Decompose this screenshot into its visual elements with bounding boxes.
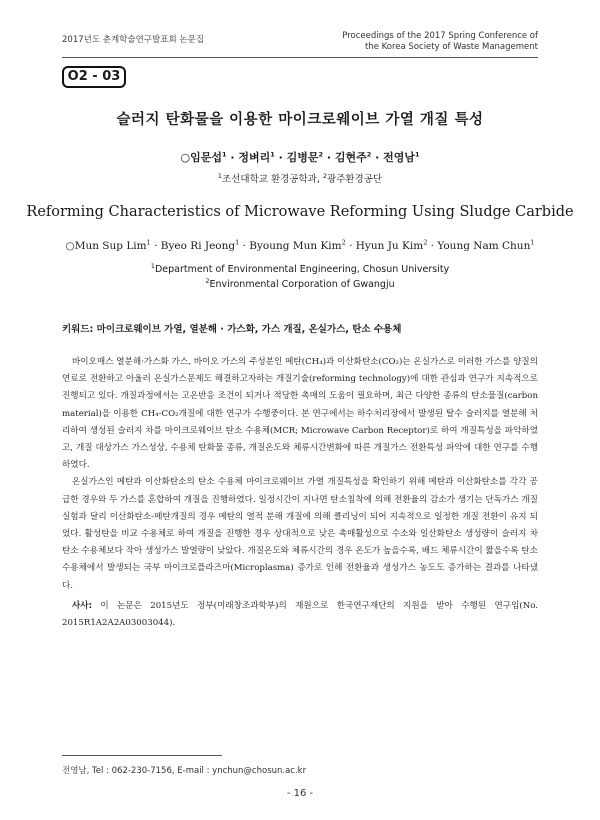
affil-ko-sup1: 1 bbox=[217, 171, 223, 180]
ko-author-name: 임문섭 bbox=[190, 151, 222, 164]
abstract-paragraph-1: 바이오매스 열분해·가스화 가스, 바이오 가스의 주성분인 메탄(CH₄)과 이산화탄소(CO₂)는 온실가스로 이러한 가스를 양질의 연료로 전환하고 아울러 온실가스문제도 해결하고자하는 개질기술(reforming technology)에 대한 관심과 연구가 지속적으로 진행되고 있다. 개질과정에서는 고온반응 조건이 되거나 적당한 촉매의 도움이 필요하며, 최근 다양한 종류의 탄소물질(carbon material)을 이용한 CH₄-CO₂개질에 대한 연구가 수행중이다. 본 연구에서는 하수처리장에서 발생된 탈수 슬러지를 열분해 처리하여 생성된 슬러지 차를 마이크로웨이브 탄소 수용체(MCR; Microwave Carbon Receptor)로 하여 개질특성을 파악하였고, 개질 대상가스 가스성상, 수용체 탄화물 종류, 개질온도와 체류시간변화에 따른 개질가스 전환특성 파악에 대한 연구를 수행하였다. bbox=[62, 357, 538, 471]
affil-ko-sup2: 2 bbox=[322, 171, 328, 180]
affiliation-english-1 bbox=[0, 261, 600, 275]
ko-author-separator: · bbox=[274, 151, 287, 164]
running-header-left: 2017년도 춘계학술연구발표회 논문집 bbox=[62, 35, 204, 45]
en-author-name: Mun Sup Lim bbox=[74, 240, 147, 252]
keywords: 키워드: 마이크로웨이브 가열, 열분해 · 가스화, 가스 개질, 온실가스, 탄소 수용체 bbox=[62, 324, 402, 335]
en-author-name: Hyun Ju Kim bbox=[355, 240, 424, 252]
corresponding-author-footnote: 전영남, Tel : 062-230-7156, E-mail : ynchun@chosun.ac.kr bbox=[62, 766, 307, 776]
ko-author-affil-sup: 1 bbox=[415, 150, 420, 159]
en-author-name: Young Nam Chun bbox=[437, 240, 531, 252]
title-english: Reforming Characteristics of Microwave Reforming Using Sludge Carbide bbox=[26, 204, 574, 220]
en-author-name: Byoung Mun Kim bbox=[249, 240, 342, 252]
acknowledgement-label: 사사: bbox=[72, 601, 93, 611]
en-author-affil-sup: 2 bbox=[341, 238, 346, 247]
page-number: - 16 - bbox=[286, 788, 314, 799]
en-author-separator: · bbox=[427, 240, 438, 252]
affil-en2-text: Environmental Corporation of Gwangju bbox=[209, 279, 395, 290]
en-author-affil-sup: 1 bbox=[235, 238, 240, 247]
ko-author-name: 김현주 bbox=[334, 151, 367, 164]
running-header-right bbox=[342, 31, 538, 53]
affil-en1-sup: 1 bbox=[150, 261, 155, 270]
en-presenter-mark: ○ bbox=[65, 240, 75, 252]
affiliation-korean bbox=[0, 171, 600, 185]
header-rule bbox=[62, 57, 538, 58]
abstract-paragraph-2: 온실가스인 메탄과 이산화탄소의 탄소 수용체 마이크로웨이브 가열 개질특성을 확인하기 위해 메탄과 이산화탄소를 각각 공급한 경우와 두 가스를 혼합하여 개질을 진행하였다. 일정시간이 지나면 탄소침착에 의해 전환율의 감소가 생기는 단독가스 개질실험과 달리 이산화탄소-메탄개질의 경우 메탄의 열적 분해 개질에 의해 클리닝이 되어 지속적으로 일정한 개질 전환이 유지 되었다. 활성탄을 비교 수용체로 하여 개질을 진행한 경우 상대적으로 낮은 촉매활성으로 수소와 일산화탄소 생성량이 슬러지 차 탄소 수용체보다 작아 생성가스 발열량이 낮았다. 개질온도와 체류시간의 경우 온도가 높을수록, 배드 체류시간이 짧을수록 탄소 수용체에서 발생되는 국부 마이크로플라즈마(Microplasma) 증가로 인해 전환율과 생성가스 농도도 증가하는 결과를 나타냈다. bbox=[62, 477, 538, 591]
abstract-body bbox=[62, 354, 538, 595]
ko-presenter-mark: ○ bbox=[180, 151, 191, 164]
en-author-separator: · bbox=[239, 240, 250, 252]
en-author-affil-sup: 1 bbox=[146, 238, 151, 247]
ko-author-affil-sup: 1 bbox=[270, 150, 275, 159]
affil-ko-text2: 광주환경공단 bbox=[327, 174, 383, 185]
running-header-right-line2: the Korea Society of Waste Management bbox=[364, 42, 538, 52]
affil-ko-text1: 조선대학교 환경공학과, bbox=[222, 174, 323, 185]
authors-korean bbox=[0, 149, 600, 165]
en-author-affil-sup: 1 bbox=[530, 238, 535, 247]
en-author-separator: · bbox=[150, 240, 161, 252]
affiliation-english-2 bbox=[0, 276, 600, 290]
ko-author-separator: · bbox=[226, 151, 239, 164]
ko-author-name: 전영남 bbox=[383, 151, 416, 164]
ko-author-name: 김병문 bbox=[286, 151, 319, 164]
affil-en2-sup: 2 bbox=[205, 276, 210, 285]
en-author-affil-sup: 2 bbox=[423, 238, 428, 247]
en-author-separator: · bbox=[345, 240, 356, 252]
affil-en1-text: Department of Environmental Engineering, Chosun University bbox=[154, 264, 450, 275]
acknowledgement-text: 이 논문은 2015년도 정부(미래창조과학부)의 재원으로 한국연구재단의 지원을 받아 수행된 연구임(No. 2015R1A2A2A03003044). bbox=[62, 601, 538, 629]
en-author-name: Byeo Ri Jeong bbox=[160, 240, 236, 252]
ko-author-affil-sup: 1 bbox=[221, 150, 227, 159]
acknowledgement bbox=[62, 598, 538, 632]
authors-english bbox=[0, 240, 600, 252]
ko-author-separator: · bbox=[323, 151, 335, 164]
ko-author-separator: · bbox=[371, 151, 384, 164]
ko-author-affil-sup: 2 bbox=[318, 150, 324, 159]
session-code-badge: O2 - 03 bbox=[62, 66, 126, 88]
ko-author-affil-sup: 2 bbox=[366, 150, 372, 159]
title-korean: 슬러지 탄화물을 이용한 마이크로웨이브 가열 개질 특성 bbox=[116, 112, 484, 128]
ko-author-name: 정벼리 bbox=[238, 151, 271, 164]
running-header-right-line1: Proceedings of the 2017 Spring Conference of bbox=[342, 31, 538, 41]
footnote-rule bbox=[62, 755, 222, 756]
